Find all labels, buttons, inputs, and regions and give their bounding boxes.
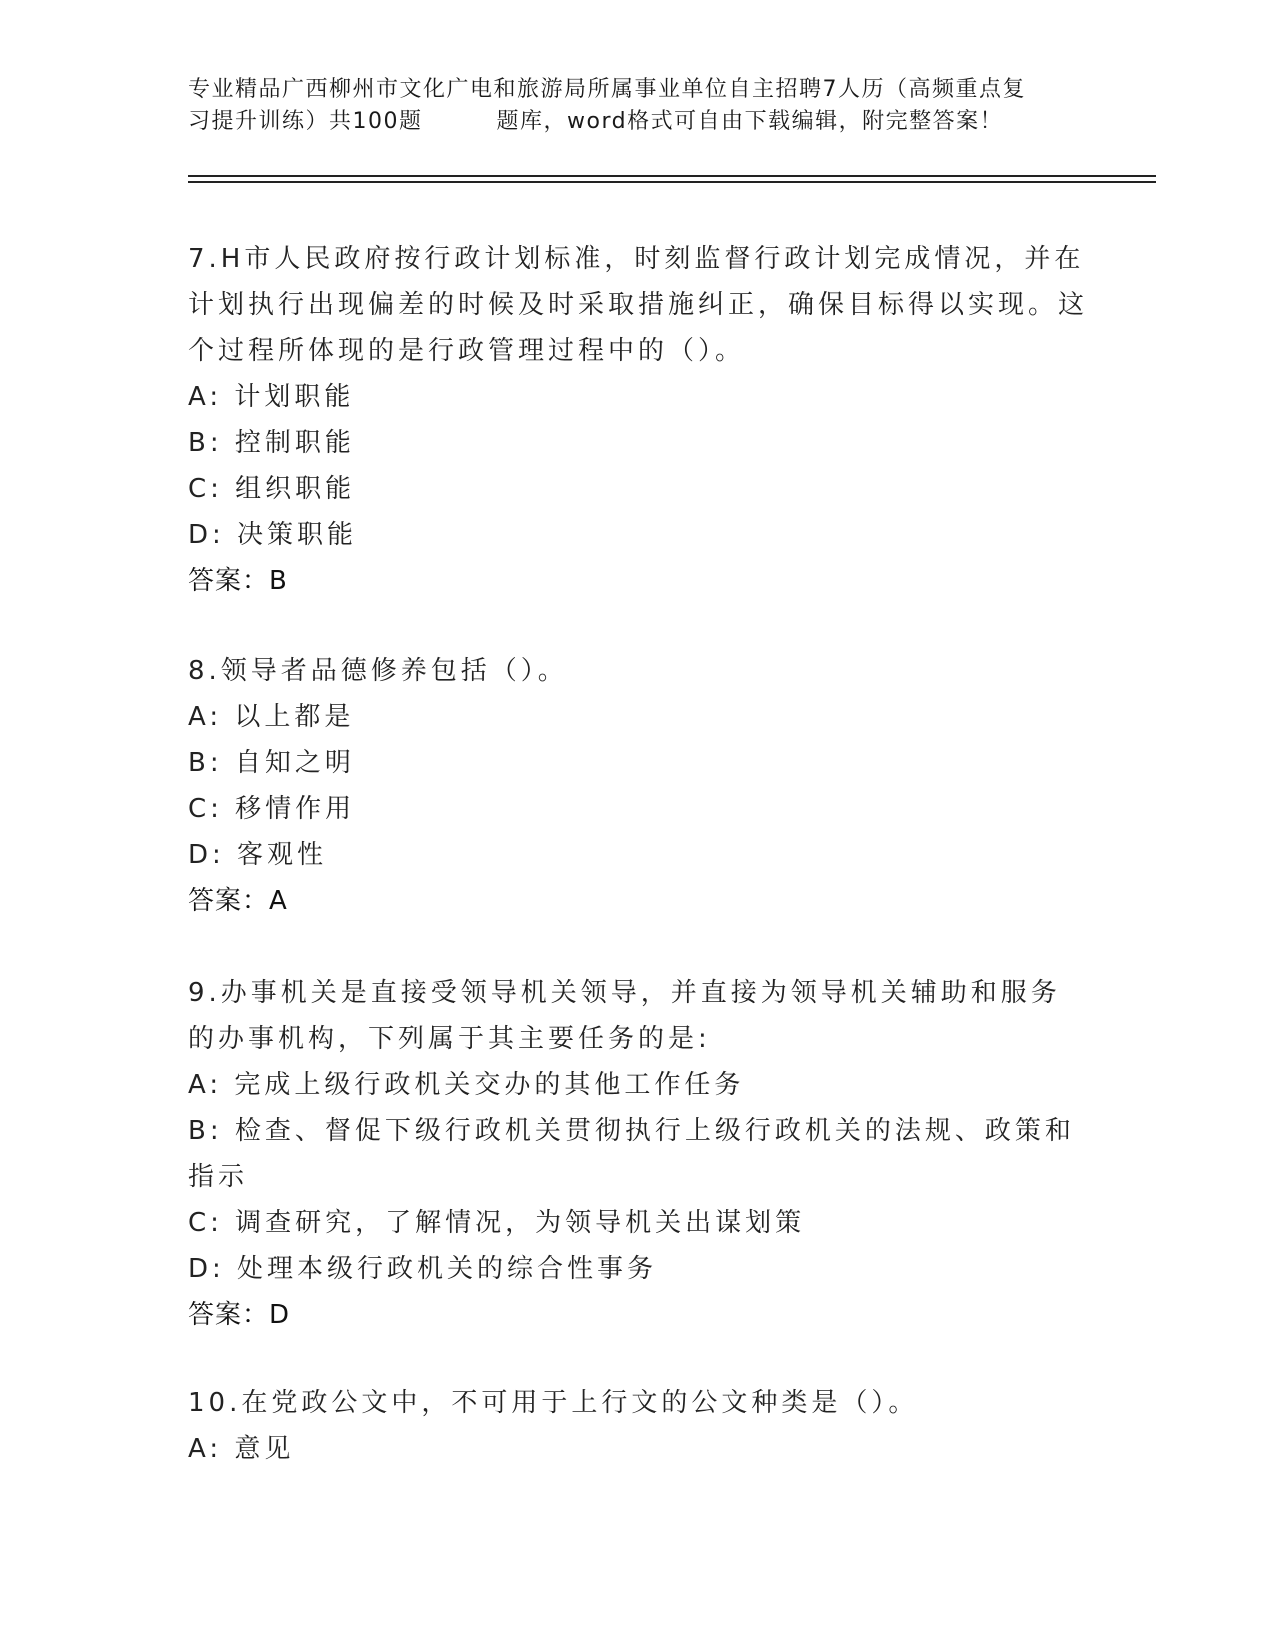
option-a: A: 计划职能	[188, 382, 355, 412]
option-d: D: 客观性	[188, 840, 328, 870]
header-line-2-part-b: 题库，word格式可自由下载编辑，附完整答案！	[496, 109, 1004, 134]
question-7	[188, 236, 1088, 604]
option-c: C: 移情作用	[188, 794, 356, 824]
question-8	[188, 648, 1088, 924]
option-c: C: 组织职能	[188, 474, 356, 504]
answer: 答案：A	[188, 886, 288, 916]
option-c: C: 调查研究，了解情况，为领导机关出谋划策	[188, 1208, 806, 1238]
document-header	[188, 74, 1088, 138]
header-line-2-part-a: 习提升训练）共100题	[188, 109, 423, 134]
option-d: D: 决策职能	[188, 520, 358, 550]
header-divider-top	[188, 175, 1156, 177]
answer: 答案：B	[188, 566, 288, 596]
option-b: B: 控制职能	[188, 428, 355, 458]
option-b: B: 自知之明	[188, 748, 355, 778]
question-10	[188, 1380, 1088, 1472]
option-a: A: 意见	[188, 1434, 295, 1464]
header-line-2	[188, 106, 1088, 138]
header-line-1: 专业精品广西柳州市文化广电和旅游局所属事业单位自主招聘7人历（高频重点复	[188, 77, 1026, 102]
answer: 答案：D	[188, 1300, 291, 1330]
question-stem: 8.领导者品德修养包括（）。	[188, 656, 568, 686]
option-d: D: 处理本级行政机关的综合性事务	[188, 1254, 658, 1284]
option-a: A: 完成上级行政机关交办的其他工作任务	[188, 1070, 745, 1100]
header-divider-bottom	[188, 181, 1156, 183]
question-stem: 9.办事机关是直接受领导机关领导，并直接为领导机关辅助和服务的办事机构，下列属于其主要任务的是:	[188, 978, 1061, 1054]
question-stem: 10.在党政公文中，不可用于上行文的公文种类是（）。	[188, 1388, 919, 1418]
option-a: A: 以上都是	[188, 702, 355, 732]
question-stem: 7.H市人民政府按行政计划标准，时刻监督行政计划完成情况，并在计划执行出现偏差的时候及时采取措施纠正，确保目标得以实现。这个过程所体现的是行政管理过程中的（）。	[188, 244, 1089, 366]
option-b: B: 检查、督促下级行政机关贯彻执行上级行政机关的法规、政策和指示	[188, 1116, 1075, 1192]
question-9	[188, 970, 1088, 1338]
